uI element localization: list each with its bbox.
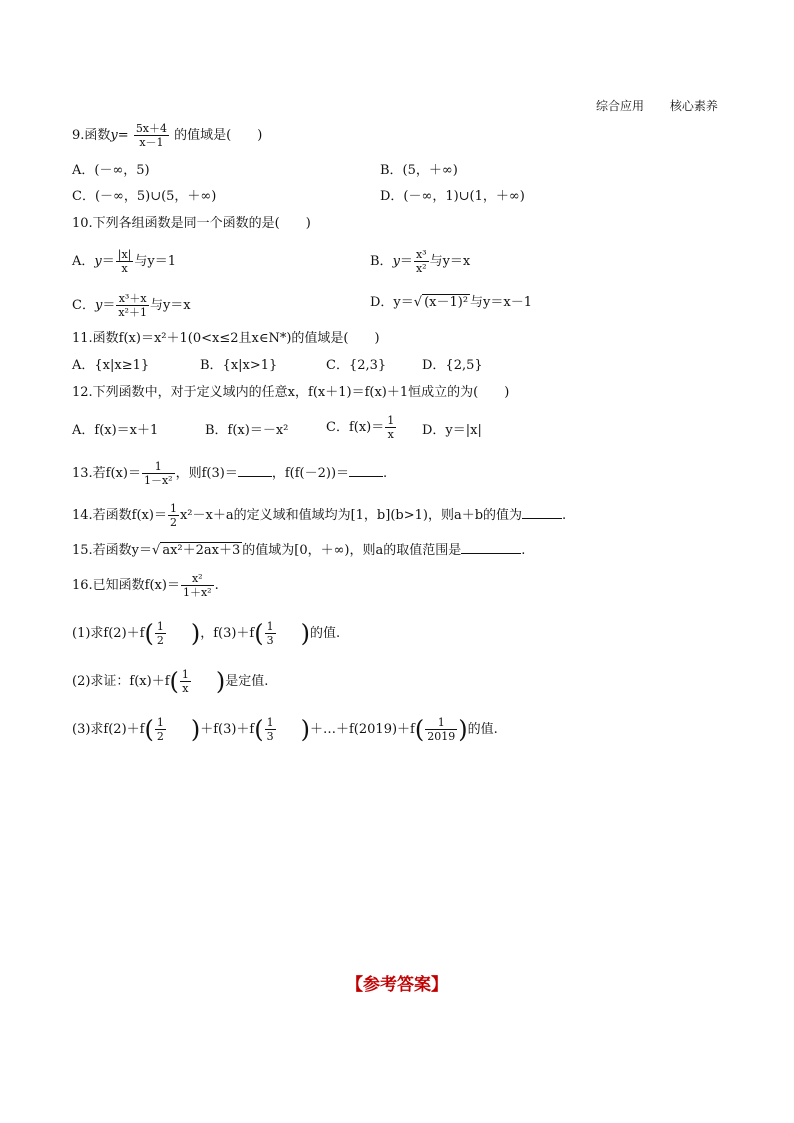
q11-option-c: C．{2,3} [326, 358, 387, 373]
answer-blank [461, 541, 521, 554]
section-tags [596, 97, 740, 114]
q12-option-a: A．f(x)＝x＋1 [72, 423, 159, 438]
answer-blank [349, 464, 383, 477]
tag-core-literacy: 核心素养 [669, 99, 718, 113]
q11-option-b: B．{x|x>1} [200, 358, 278, 373]
question-9-stem: 9.函数y= $\frac{5x+4}{x-1}$ 的值域是( ) [72, 122, 263, 149]
answer-blank [238, 464, 272, 477]
question-16-part-3: (3)求f(2)＋f( $\frac{1}{2}$ )＋f(3)＋f( $\frac{1}{3}$ )＋…＋f(2019)＋f( $\frac{1}{2019}$ )的值. [72, 715, 498, 744]
q11-option-a: A．{x|x≥1} [72, 358, 150, 373]
question-11-stem: 11.函数f(x)＝x²＋1(0<x≤2且x∈N*)的值域是( ) [72, 331, 380, 346]
q11-option-d: D．{2,5} [422, 358, 483, 373]
q12-option-b: B．f(x)＝－x² [205, 423, 289, 438]
question-13: 13.若f(x)＝ $\frac{1}{\text{1－x²}}$ ，则f(3)＝ ，f(f(－2))＝ . [72, 460, 388, 487]
q12-option-c: C．f(x)＝ $\frac{1}{x}$ [326, 414, 395, 441]
tag-comprehensive: 综合应用 [596, 99, 645, 113]
question-14: 14.若函数f(x)＝ $\frac{1}{2}$ x²－x＋a的定义域和值域均为[1，b](b>1)，则a＋b的值为 . [72, 502, 567, 529]
q9-option-a: A．(－∞，5) [72, 163, 150, 178]
question-16-stem: 16.已知函数f(x)＝ $\frac{\text{x²}}{\text{1＋x²}}$ . [72, 572, 219, 599]
question-16-part-1: (1)求f(2)＋f( $\frac{1}{2}$ )，f(3)＋f( $\frac{1}{3}$ )的值. [72, 619, 341, 648]
q10-option-d: D．y＝√ (x－1)² 与y＝x－1 [370, 295, 532, 310]
q10-option-a: A．y＝ $\frac{|x|}{x}$ 与y＝1 [72, 248, 177, 275]
q9-option-b: B．(5，＋∞) [380, 163, 458, 178]
question-15: 15.若函数y＝√ ax²＋2ax＋3 的值域为[0，＋∞)，则a的取值范围是 . [72, 543, 526, 558]
reference-answer-heading: 【参考答案】 [346, 975, 448, 995]
q10-option-b: B．y＝ $\frac{\text{x³}}{\text{x²}}$ 与y＝x [370, 248, 471, 275]
q12-option-d: D．y＝|x| [422, 423, 482, 438]
answer-blank [522, 506, 562, 519]
question-16-part-2: (2)求证：f(x)＋f( $\frac{1}{x}$ )是定值. [72, 667, 269, 696]
question-10-stem: 10.下列各组函数是同一个函数的是( ) [72, 216, 311, 231]
q9-option-c: C．(－∞，5)∪(5，＋∞) [72, 189, 217, 204]
question-12-stem: 12.下列函数中，对于定义域内的任意x，f(x＋1)＝f(x)＋1恒成立的为( ) [72, 385, 510, 400]
fraction: $\frac{5x+4}{x-1}$ [135, 122, 168, 149]
q10-option-c: C．y＝ $\frac{\text{x³＋x}}{\text{x²＋1}}$ 与y＝x [72, 292, 191, 319]
q9-option-d: D．(－∞，1)∪(1，＋∞) [380, 189, 525, 204]
